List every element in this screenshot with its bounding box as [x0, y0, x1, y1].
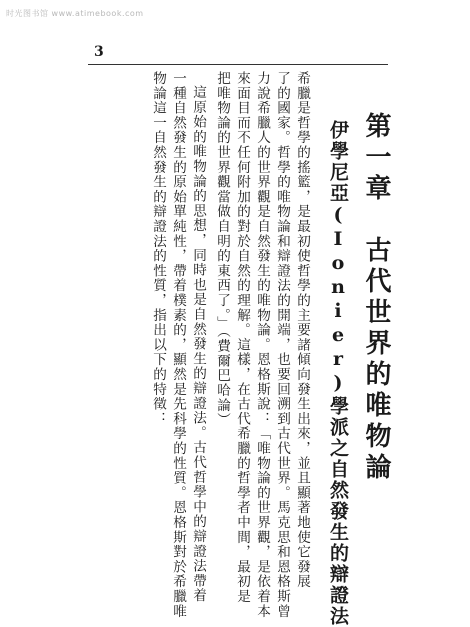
body-line: 來面目而不任何附加的對於自然的理解。這樣，在古代希臘的哲學者中間，最初是	[234, 71, 250, 604]
page-number: 3	[94, 44, 104, 60]
chapter-title: 第一章 古代世界的唯物論	[361, 112, 391, 484]
header-rule	[88, 64, 388, 65]
watermark: 时光图书馆 www.atimebook.com	[6, 9, 144, 18]
body-line: 一種自然發生的原始單純性，帶着樸素的，顯然是先科學的性質。恩格斯對於希臘唯	[170, 71, 186, 619]
body-line: 希臘是哲學的搖籃，是最初使哲學的主要諸傾向發生出來，並且顯著地使它發展	[294, 71, 310, 589]
body-line: 把唯物論的世界觀當做自明的東西了。」（費爾巴哈論）	[214, 71, 230, 428]
body-line: 力說希臘人的世界觀是自然發生的唯物論。恩格斯說：「唯物論的世界觀，是依着本	[254, 71, 270, 619]
body-line: 物論這一自然發生的辯證法的性質，指出以下的特徵：	[150, 71, 166, 427]
body-line: 這原始的唯物論的思想，同時也是自然發生的辯證法。古代哲學中的辯證法帶着	[190, 85, 206, 603]
body-line: 了的國家。哲學的唯物論和辯證法的開端，也要回溯到古代世界。馬克思和恩格斯曾	[274, 71, 290, 619]
section-title: 伊學尼亞(Ionier)學派之自然發生的辯證法	[327, 120, 349, 627]
